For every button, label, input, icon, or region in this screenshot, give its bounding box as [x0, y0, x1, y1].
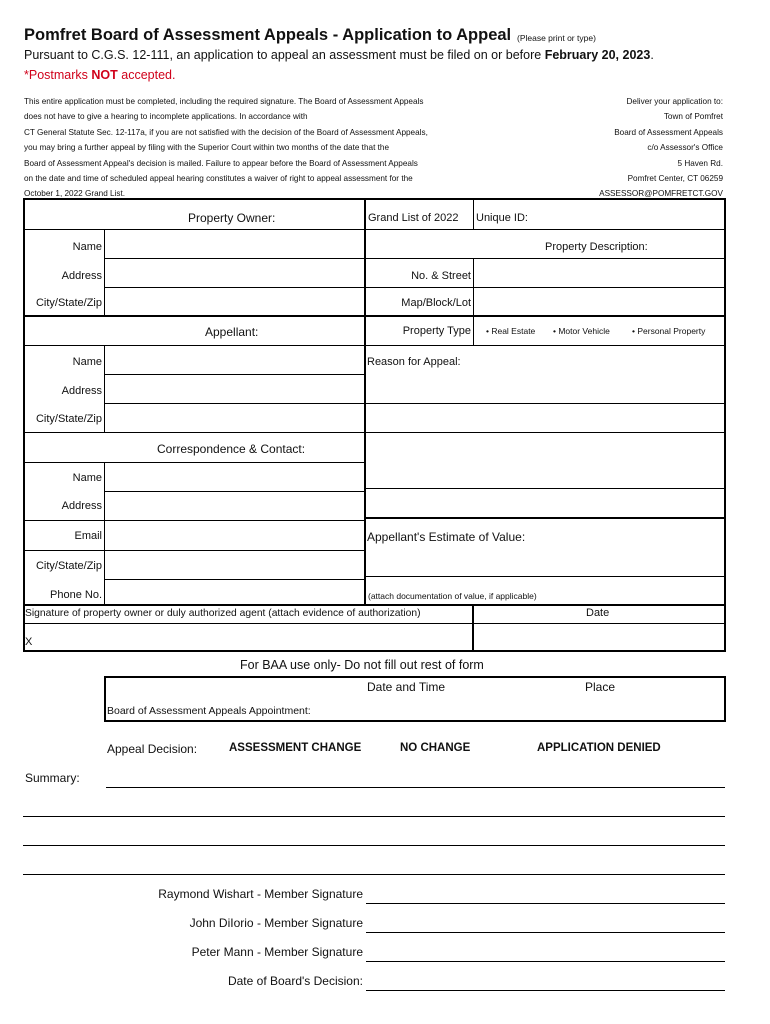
summary-line[interactable] [23, 816, 725, 817]
contact-address-label: Address [61, 500, 102, 512]
row-divider [23, 462, 365, 463]
col-divider [104, 462, 105, 604]
owner-city-label: City/State/Zip [35, 297, 102, 309]
street-field[interactable] [475, 260, 724, 286]
row-divider [23, 229, 726, 230]
member-signature-label-mann: Peter Mann - Member Signature [191, 945, 363, 959]
member-signature-line-diiorio[interactable] [366, 932, 725, 933]
instruction-line: on the date and time of scheduled appeal hearing constitutes a waiver of right to appeal assessment for the [24, 173, 413, 183]
delivery-line: Pomfret Center, CT 06259 [627, 173, 723, 183]
member-signature-line-mann[interactable] [366, 961, 725, 962]
instruction-line: October 1, 2022 Grand List. [24, 189, 126, 199]
row-divider [104, 491, 365, 492]
filing-deadline-text [24, 48, 654, 62]
contact-phone-field[interactable] [106, 581, 363, 603]
summary-line[interactable] [23, 845, 725, 846]
form-title: Pomfret Board of Assessment Appeals - Application to Appeal [24, 26, 512, 44]
summary-label: Summary: [25, 771, 80, 785]
owner-address-field[interactable] [106, 260, 363, 286]
row-divider [104, 287, 726, 288]
appellant-city-label: City/State/Zip [35, 413, 102, 425]
appeal-decision-label: Appeal Decision: [107, 742, 198, 756]
decision-date-label: Date of Board's Decision: [227, 974, 363, 988]
col-divider [473, 258, 474, 345]
member-signature-label-wishart: Raymond Wishart - Member Signature [158, 887, 363, 901]
row-divider [365, 576, 726, 577]
contact-email-label: Email [74, 530, 102, 542]
date-label: Date [586, 607, 610, 619]
postmark-notice [24, 68, 175, 82]
appellant-header: Appellant: [205, 325, 259, 339]
grand-list-label: Grand List of 2022 [368, 212, 459, 224]
reason-for-appeal-field[interactable] [367, 374, 724, 487]
pursuant-prefix: Pursuant to C.G.S. 12-111, an application to appeal an assessment must be filed on or before [24, 48, 545, 62]
row-divider [23, 520, 365, 521]
member-signature-label-diiorio: John DiIorio - Member Signature [189, 916, 363, 930]
row-divider [104, 374, 365, 375]
owner-address-label: Address [61, 270, 102, 282]
estimate-of-value-label: Appellant's Estimate of Value: [367, 530, 526, 544]
contact-city-field[interactable] [106, 552, 363, 578]
map-block-lot-field[interactable] [475, 289, 724, 314]
contact-name-label: Name [72, 472, 102, 484]
row-divider [23, 604, 726, 606]
contact-phone-label: Phone No. [50, 589, 102, 601]
contact-address-field[interactable] [106, 493, 363, 519]
contact-email-field[interactable] [106, 522, 363, 549]
instruction-line: you may bring a further appeal by filing with the Superior Court within two months of the date that the [24, 143, 389, 153]
baa-date-time-label: Date and Time [367, 680, 446, 694]
signature-x-mark: X [25, 636, 33, 648]
col-divider [104, 229, 105, 315]
reason-for-appeal-label: Reason for Appeal: [367, 356, 461, 368]
pursuant-suffix: . [650, 48, 654, 62]
delivery-line: c/o Assessor's Office [647, 143, 723, 153]
row-divider [23, 550, 365, 551]
type-motor-vehicle-label: Motor Vehicle [558, 326, 610, 336]
postmark-prefix: *Postmarks [24, 68, 92, 82]
owner-name-field[interactable] [106, 231, 363, 257]
unique-id-field[interactable] [540, 202, 724, 228]
property-owner-header: Property Owner: [188, 211, 276, 225]
correspondence-header: Correspondence & Contact: [157, 442, 306, 456]
decision-assessment-change[interactable]: ASSESSMENT CHANGE [229, 742, 362, 754]
signature-date-field[interactable] [475, 625, 724, 650]
delivery-address [599, 94, 723, 202]
type-real-estate[interactable]: • Real Estate [486, 326, 536, 336]
delivery-line: 5 Haven Rd. [677, 158, 723, 168]
type-real-estate-label: Real Estate [491, 326, 536, 336]
summary-line[interactable] [106, 787, 725, 788]
instructions [24, 94, 428, 202]
type-motor-vehicle[interactable]: • Motor Vehicle [553, 326, 610, 336]
map-block-lot-label: Map/Block/Lot [401, 297, 471, 309]
delivery-line: Town of Pomfret [663, 112, 723, 122]
baa-place-label: Place [585, 680, 616, 694]
street-label: No. & Street [411, 270, 471, 282]
contact-name-field[interactable] [106, 464, 363, 490]
instruction-line: CT General Statute Sec. 12-117a, if you are not satisfied with the decision of the Board of Assessment Appeals, [24, 127, 428, 137]
appellant-city-field[interactable] [106, 405, 363, 431]
postmark-not: NOT [91, 68, 118, 82]
row-divider [365, 488, 726, 489]
row-divider [23, 345, 726, 346]
appellant-address-field[interactable] [106, 376, 363, 402]
delivery-line: Board of Assessment Appeals [614, 127, 723, 137]
row-divider [365, 258, 726, 259]
instruction-line: does not have to give a hearing to incomplete applications. In accordance with [24, 112, 308, 122]
baa-only-notice: For BAA use only- Do not fill out rest of form [240, 658, 484, 672]
row-divider [365, 517, 726, 519]
col-divider [473, 198, 474, 229]
instruction-line: Board of Assessment Appeal's decision is mailed. Failure to appear before the Board of Assessment Appeals [24, 158, 418, 168]
owner-name-label: Name [72, 241, 102, 253]
row-divider [23, 315, 726, 317]
appellant-name-label: Name [72, 356, 102, 368]
owner-city-field[interactable] [106, 289, 363, 314]
type-personal-property-label: Personal Property [637, 326, 706, 336]
property-type-label: Property Type [402, 325, 471, 337]
col-divider [364, 198, 366, 604]
estimate-of-value-field[interactable] [367, 548, 724, 575]
contact-city-label: City/State/Zip [35, 560, 102, 572]
appellant-name-field[interactable] [106, 347, 363, 373]
col-divider [104, 345, 105, 432]
postmark-suffix: accepted. [117, 68, 176, 82]
member-signature-line-wishart[interactable] [366, 903, 725, 904]
unique-id-label: Unique ID: [476, 212, 528, 224]
row-divider [104, 579, 365, 580]
col-divider [472, 604, 474, 652]
signature-label: Signature of property owner or duly authorized agent (attach evidence of authorization) [25, 608, 421, 619]
decision-no-change[interactable]: NO CHANGE [400, 742, 471, 754]
row-divider [23, 623, 726, 624]
decision-application-denied[interactable]: APPLICATION DENIED [537, 742, 661, 754]
property-description-label: Property Description: [545, 241, 648, 253]
instruction-line: This entire application must be completed, including the required signature. The Board of Assessment Appeals [24, 97, 424, 106]
type-personal-property[interactable]: • Personal Property [632, 326, 706, 336]
signature-field[interactable] [36, 625, 470, 650]
delivery-line: Deliver your application to: [626, 97, 723, 106]
delivery-email: ASSESSOR@POMFRETCT.GOV [599, 189, 723, 199]
summary-line[interactable] [23, 874, 725, 875]
appellant-address-label: Address [61, 385, 102, 397]
baa-appointment-label: Board of Assessment Appeals Appointment: [107, 705, 311, 717]
deadline-date: February 20, 2023 [544, 48, 651, 62]
decision-date-line[interactable] [366, 990, 725, 991]
attach-documentation-note: (attach documentation of value, if applicable) [368, 591, 537, 601]
row-divider [104, 258, 365, 259]
print-note: (Please print or type) [517, 33, 596, 43]
